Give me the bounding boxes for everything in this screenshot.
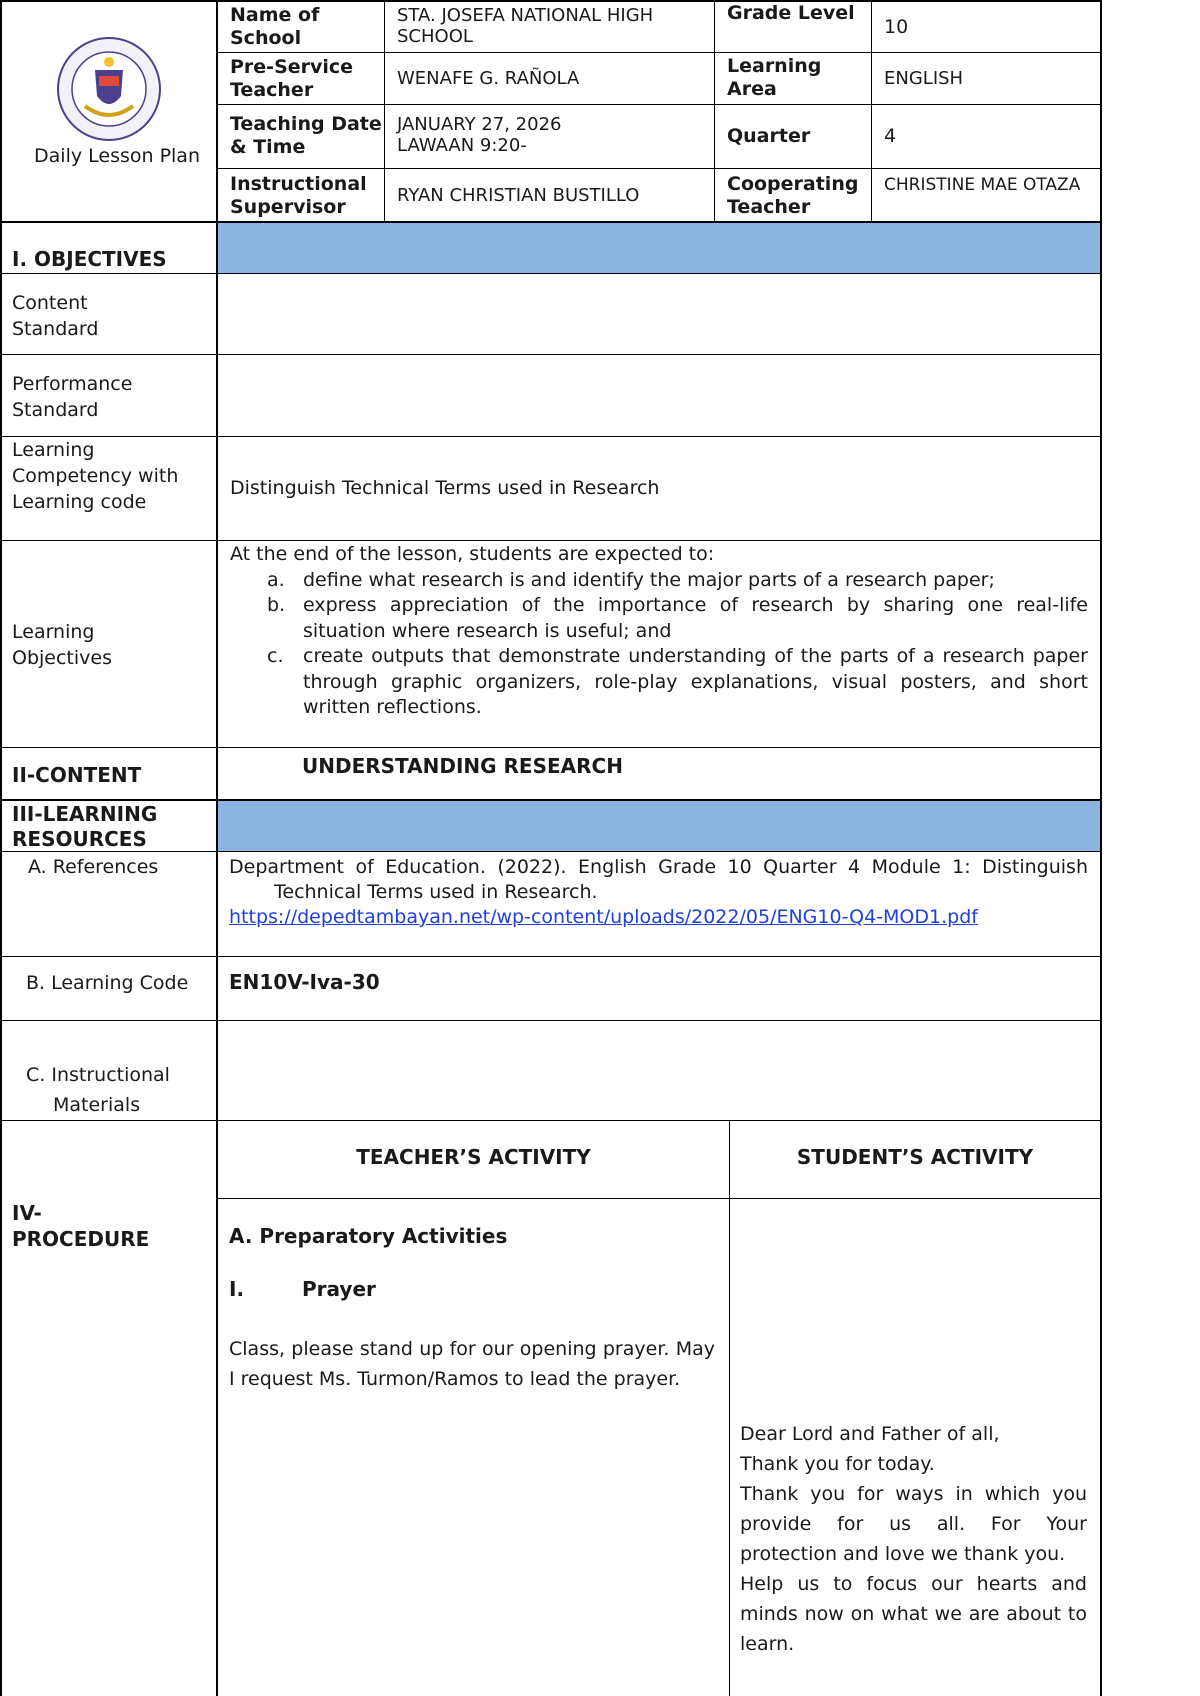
student-prayer-text: Dear Lord and Father of all, Thank you for today. Thank you for ways in which you provide for us all. For Your protection and love we thank you. Help us to focus our hearts and minds now on what we are about to learn. xyxy=(740,1423,1087,1655)
objectives-heading: I. OBJECTIVES xyxy=(12,247,167,271)
materials-value xyxy=(218,1021,1100,1120)
header-value-school: STA. JOSEFA NATIONAL HIGH SCHOOL xyxy=(397,5,654,47)
header-label-quarter: Quarter xyxy=(727,125,811,147)
header-label-area: Learning Area xyxy=(727,55,822,100)
content-heading: II-CONTENT xyxy=(12,763,142,787)
header-value-grade: 10 xyxy=(884,15,909,38)
header-value-cooperating: CHRISTINE MAE OTAZA xyxy=(884,175,1081,195)
objective-item: c. create outputs that demonstrate understanding of the parts of a research paper through graphic organizers, role-play explanations, visual posters, and short written reflections. xyxy=(267,645,1088,718)
learning-code-label: B. Learning Code xyxy=(26,972,189,994)
prayer-title: Prayer xyxy=(302,1277,376,1301)
preparatory-activities-title: A. Preparatory Activities xyxy=(229,1224,508,1248)
performance-standard-label: Performance Standard xyxy=(12,373,133,421)
header-value-area: ENGLISH xyxy=(884,68,964,89)
procedure-heading: IV-PROCEDURE xyxy=(12,1201,150,1251)
header-value-supervisor: RYAN CHRISTIAN BUSTILLO xyxy=(397,184,640,206)
learning-code-value: EN10V-Iva-30 xyxy=(229,970,380,994)
content-standard-value xyxy=(218,274,1100,354)
header-label-grade: Grade Level xyxy=(727,2,855,24)
resources-heading: III-LEARNING RESOURCES xyxy=(12,802,158,851)
teacher-activity-header: TEACHER’S ACTIVITY xyxy=(356,1145,591,1169)
references-cell xyxy=(229,855,1088,930)
header-label-date: Teaching Date & Time xyxy=(230,113,382,158)
header-label-supervisor: Instructional Supervisor xyxy=(230,173,367,218)
header-value-date: JANUARY 27, 2026 LAWAAN 9:20- xyxy=(397,114,562,156)
objectives-band xyxy=(218,223,1100,273)
resources-band xyxy=(218,801,1100,851)
objective-item: a. define what research is and identify the major parts of a research paper; xyxy=(267,568,995,591)
references-text: Department of Education. (2022). English Grade 10 Quarter 4 Module 1: Distinguish Technical Terms used in Research. xyxy=(229,856,1088,903)
objectives-list xyxy=(230,568,1088,721)
objective-item: b. express appreciation of the importance of research by sharing one real-life situation where research is useful; and xyxy=(267,594,1088,642)
competency-label: Learning Competency with Learning code xyxy=(12,439,179,513)
references-label: A. References xyxy=(28,856,159,878)
header-label-school: Name of School xyxy=(230,4,320,49)
content-standard-label: Content Standard xyxy=(12,292,99,340)
learning-objectives-cell xyxy=(218,542,1100,721)
student-activity-header: STUDENT’S ACTIVITY xyxy=(796,1145,1034,1169)
learning-objectives-label: Learning Objectives xyxy=(12,621,112,669)
seal-lettering xyxy=(55,36,163,39)
header-label-cooperating: Cooperating Teacher xyxy=(727,173,859,218)
references-link[interactable]: https://depedtambayan.net/wp-content/uploads/2022/05/ENG10-Q4-MOD1.pdf xyxy=(229,906,978,928)
header-label-teacher: Pre-Service Teacher xyxy=(230,56,354,101)
competency-value: Distinguish Technical Terms used in Research xyxy=(230,477,660,499)
logo-caption: Daily Lesson Plan xyxy=(34,145,200,167)
teacher-prayer-text: Class, please stand up for our opening prayer. May I request Ms. Turmon/Ramos to lead the prayer. xyxy=(229,1338,715,1390)
deped-seal xyxy=(55,36,163,142)
objectives-intro: At the end of the lesson, students are expected to: xyxy=(230,543,715,565)
prayer-marker: I. xyxy=(229,1277,245,1301)
header-value-quarter: 4 xyxy=(884,125,897,147)
header-value-teacher: WENAFE G. RAÑOLA xyxy=(397,68,580,89)
content-value: UNDERSTANDING RESEARCH xyxy=(302,754,623,778)
materials-label: C. Instructional Materials xyxy=(26,1064,170,1116)
performance-standard-value xyxy=(218,355,1100,436)
